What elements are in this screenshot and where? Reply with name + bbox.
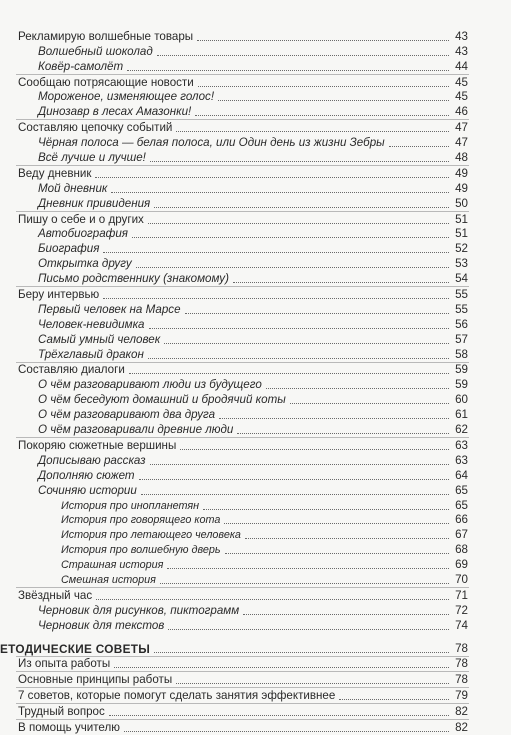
toc-entry-title: Пишу о себе и о других (18, 212, 144, 226)
toc-subentry-row (0, 603, 511, 618)
dot-leader (389, 145, 449, 147)
dot-leader (198, 85, 449, 87)
toc-chapter-row (0, 438, 511, 453)
toc-subentry-row (0, 241, 511, 256)
dot-leader (154, 206, 449, 208)
toc-entry-page: 50 (455, 196, 468, 210)
dot-leader (95, 176, 449, 178)
toc-entry-page: 59 (455, 363, 468, 377)
toc-chapter-row (0, 166, 511, 181)
toc-chapter-row (0, 75, 511, 90)
toc-entry-page: 68 (455, 543, 468, 557)
toc-entry-page: 64 (455, 468, 468, 482)
dot-leader (180, 448, 449, 450)
dot-leader (148, 222, 449, 224)
toc-subentry-row (0, 468, 511, 483)
toc-entry-title: Первый человек на Марсе (38, 302, 181, 316)
toc-subentry-row (0, 104, 511, 119)
dot-leader (164, 342, 449, 344)
toc-entry-title: Дополняю сюжет (38, 468, 135, 482)
toc-entry-page: 65 (455, 498, 468, 512)
toc-subentry-row (0, 271, 511, 286)
toc-subentry-row (0, 227, 511, 242)
toc-entry-title: Смешная история (61, 573, 156, 586)
toc-entry-title: История про инопланетян (61, 499, 200, 512)
dot-leader (290, 402, 449, 404)
toc-entry-title: Письмо родственнику (знакомому) (38, 272, 229, 286)
dot-leader (114, 666, 449, 668)
toc-entry-page: 45 (455, 90, 468, 104)
dot-leader (132, 236, 449, 238)
spacer (0, 633, 511, 641)
toc-entry-page: 78 (455, 641, 468, 655)
toc-section-heading (0, 641, 511, 656)
toc-subentry-row (0, 527, 511, 542)
toc-entry-title: История про говорящего кота (61, 514, 221, 527)
dot-leader (150, 160, 449, 162)
toc-entry-title: О чём беседуют домашний и бродячий коты (38, 393, 286, 407)
toc-subentry-row (0, 196, 511, 211)
toc-subentry-row (0, 542, 511, 557)
toc-chapter-row (0, 287, 511, 302)
toc-entry-title: Динозавр в лесах Амазонки! (38, 105, 192, 119)
toc-entry-title: О чём разговаривали древние люди (38, 423, 234, 437)
toc-entry-title: Составляю цепочку событий (18, 121, 173, 135)
toc-entry-page: 60 (455, 393, 468, 407)
toc-entry-page: 61 (455, 408, 468, 422)
toc-entry-title: Сочиняю истории (38, 483, 137, 497)
dot-leader (157, 54, 449, 56)
toc-entry-title: Волшебный шоколад (38, 44, 153, 58)
toc-subentry-row (0, 407, 511, 422)
toc-entry-page: 52 (455, 242, 468, 256)
toc-subentry-row (0, 317, 511, 332)
toc-entry-page: 58 (455, 347, 468, 361)
toc-entry-page: 44 (455, 59, 468, 73)
dot-leader (127, 69, 449, 71)
toc-subentry-row (0, 572, 511, 587)
toc-entry-title: Человек-невидимка (38, 317, 145, 331)
toc-entry-page: 47 (455, 121, 468, 135)
toc-entry-page: 66 (455, 513, 468, 527)
toc-subentry-row (0, 483, 511, 498)
toc-chapter-row (0, 212, 511, 227)
toc-entry-page: 82 (455, 720, 468, 734)
toc-entry-title: Беру интервью (18, 288, 100, 302)
toc-subentry-row (0, 557, 511, 572)
toc-chapter-row (0, 363, 511, 378)
toc-entry-title: В помощь учителю (18, 720, 120, 734)
toc-chapter-row (0, 688, 511, 703)
toc-entry-page: 70 (455, 572, 468, 586)
toc-chapter-row (0, 588, 511, 603)
toc-subentry-row (0, 618, 511, 633)
toc-entry-page: 47 (455, 136, 468, 150)
toc-entry-title: ЕТОДИЧЕСКИЕ СОВЕТЫ (0, 641, 151, 656)
toc-chapter-row (0, 704, 511, 719)
toc-entry-title: Рекламирую волшебные товары (18, 29, 194, 43)
toc-entry-title: Всё лучше и лучше! (38, 151, 146, 165)
dot-leader (185, 312, 449, 314)
toc-subentry-row (0, 256, 511, 271)
toc-entry-title: Составляю диалоги (18, 363, 125, 377)
dot-leader (141, 493, 449, 495)
dot-leader (197, 39, 449, 41)
toc-entry-page: 43 (455, 44, 468, 58)
toc-entry-page: 78 (455, 657, 468, 671)
toc-subentry-row (0, 302, 511, 317)
toc-entry-title: О чём разговаривают люди из будущего (38, 378, 262, 392)
dot-leader (224, 522, 449, 524)
dot-leader (160, 582, 449, 584)
toc-entry-page: 65 (455, 483, 468, 497)
dot-leader (225, 552, 449, 554)
toc-entry-page: 72 (455, 603, 468, 617)
toc-entry-title: Трёхглавый дракон (38, 347, 144, 361)
dot-leader (245, 537, 449, 539)
dot-leader (136, 266, 449, 268)
toc-subentry-row (0, 59, 511, 74)
toc-entry-title: Из опыта работы (18, 657, 111, 671)
toc-entry-page: 63 (455, 438, 468, 452)
table-of-contents (0, 29, 511, 735)
dot-leader (111, 191, 449, 193)
toc-entry-page: 45 (455, 75, 468, 89)
dot-leader (176, 130, 449, 132)
toc-entry-page: 63 (455, 453, 468, 467)
toc-entry-title: О чём разговаривают два друга (38, 408, 216, 422)
dot-leader (150, 463, 450, 465)
dot-leader (103, 251, 449, 253)
toc-chapter-row (0, 29, 511, 44)
toc-entry-title: Мой дневник (38, 181, 108, 195)
dot-leader (266, 387, 449, 389)
toc-entry-page: 53 (455, 257, 468, 271)
toc-subentry-row (0, 422, 511, 437)
toc-entry-title: Дневник привидения (38, 196, 151, 210)
dot-leader (168, 628, 449, 630)
dot-leader (167, 567, 449, 569)
dot-leader (218, 99, 449, 101)
toc-entry-page: 79 (455, 689, 468, 703)
toc-entry-title: Дописываю рассказ (38, 453, 146, 467)
toc-entry-title: Страшная история (61, 559, 164, 572)
toc-subentry-row (0, 347, 511, 362)
toc-entry-title: Автобиография (38, 227, 128, 241)
toc-entry-page: 67 (455, 528, 468, 542)
toc-entry-page: 78 (455, 673, 468, 687)
dot-leader (148, 357, 449, 359)
toc-entry-title: 7 советов, которые помогут сделать занятия эффективнее (18, 689, 336, 703)
dot-leader (96, 598, 449, 600)
toc-chapter-row (0, 672, 511, 687)
toc-entry-title: Мороженое, изменяющее голос! (38, 90, 215, 104)
toc-entry-page: 49 (455, 181, 468, 195)
toc-subentry-row (0, 498, 511, 513)
dot-leader (124, 730, 449, 732)
toc-entry-title: Открытка другу (38, 257, 132, 271)
toc-entry-title: История про волшебную дверь (61, 544, 221, 557)
toc-entry-title: Трудный вопрос (18, 705, 105, 719)
toc-entry-title: Покоряю сюжетные вершины (18, 438, 177, 452)
toc-entry-title: Самый умный человек (38, 332, 161, 346)
toc-entry-page: 43 (455, 29, 468, 43)
toc-subentry-row (0, 90, 511, 105)
toc-entry-page: 46 (455, 105, 468, 119)
toc-entry-title: Веду дневник (18, 166, 92, 180)
toc-subentry-row (0, 44, 511, 59)
dot-leader (109, 714, 449, 716)
toc-subentry-row (0, 135, 511, 150)
dot-leader (219, 417, 449, 419)
dot-leader (103, 297, 449, 299)
toc-chapter-row (0, 720, 511, 735)
toc-subentry-row (0, 181, 511, 196)
toc-chapter-row (0, 120, 511, 135)
toc-entry-title: Черновик для текстов (38, 618, 165, 632)
toc-subentry-row (0, 332, 511, 347)
toc-entry-page: 51 (455, 212, 468, 226)
toc-entry-page: 48 (455, 151, 468, 165)
toc-subentry-row (0, 377, 511, 392)
toc-subentry-row (0, 453, 511, 468)
toc-entry-page: 57 (455, 332, 468, 346)
toc-entry-page: 82 (455, 705, 468, 719)
dot-leader (237, 432, 449, 434)
toc-entry-title: Звёздный час (18, 588, 93, 602)
toc-entry-page: 55 (455, 302, 468, 316)
toc-entry-page: 56 (455, 317, 468, 331)
toc-entry-title: Ковёр-самолёт (38, 59, 124, 73)
toc-entry-page: 51 (455, 227, 468, 241)
dot-leader (243, 613, 449, 615)
toc-entry-page: 59 (455, 378, 468, 392)
toc-entry-page: 62 (455, 423, 468, 437)
dot-leader (149, 327, 450, 329)
toc-entry-page: 55 (455, 288, 468, 302)
toc-entry-title: Биография (38, 242, 100, 256)
toc-entry-page: 71 (455, 588, 468, 602)
toc-entry-title: Черновик для рисунков, пиктограмм (38, 603, 240, 617)
dot-leader (195, 114, 449, 116)
toc-entry-page: 69 (455, 558, 468, 572)
toc-entry-page: 74 (455, 618, 468, 632)
dot-leader (154, 651, 449, 653)
dot-leader (129, 372, 449, 374)
toc-entry-title: Основные принципы работы (18, 673, 173, 687)
toc-subentry-row (0, 150, 511, 165)
dot-leader (139, 478, 449, 480)
toc-entry-title: Сообщаю потрясающие новости (18, 75, 194, 89)
toc-subentry-row (0, 513, 511, 528)
toc-entry-page: 54 (455, 272, 468, 286)
toc-entry-title: История про летающего человека (61, 529, 241, 542)
toc-chapter-row (0, 657, 511, 672)
toc-subentry-row (0, 392, 511, 407)
dot-leader (233, 281, 449, 283)
toc-entry-page: 49 (455, 166, 468, 180)
toc-entry-title: Чёрная полоса — белая полоса, или Один день из жизни Зебры (38, 136, 385, 150)
dot-leader (203, 508, 449, 510)
dot-leader (176, 682, 449, 684)
